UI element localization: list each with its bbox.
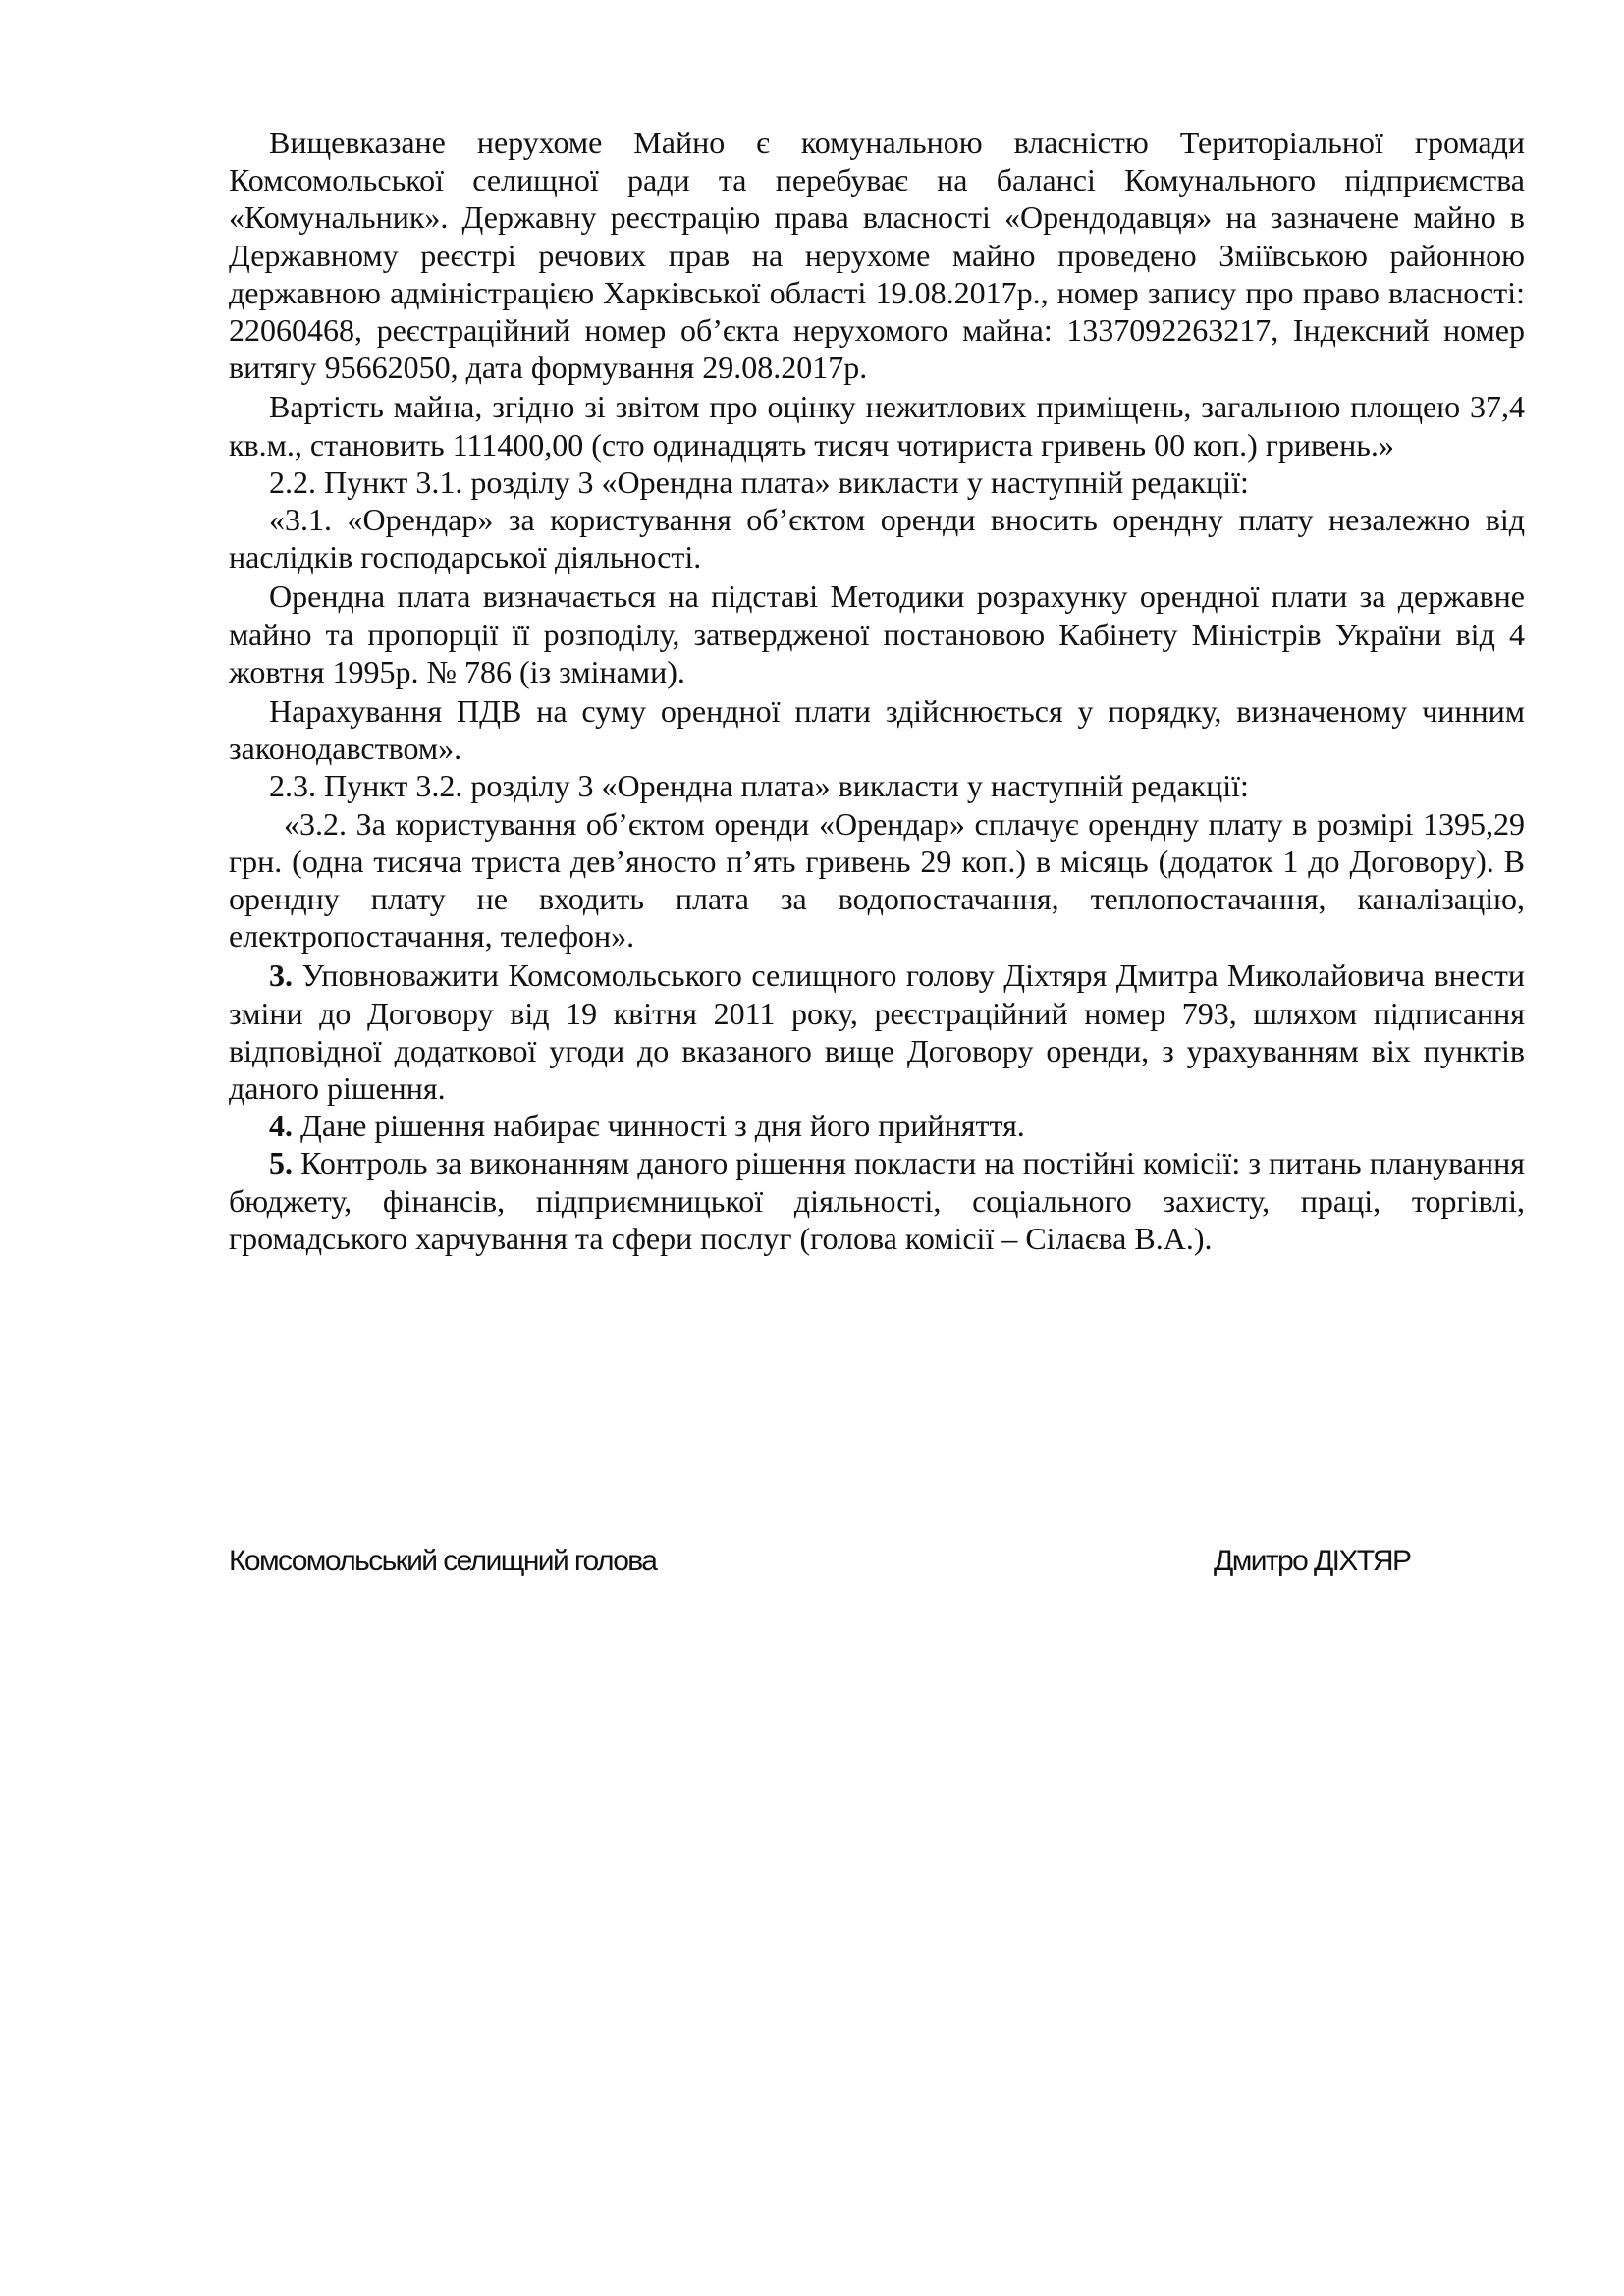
paragraph-text: Вартість майна, згідно зі звітом про оцінку нежитлових приміщень, загальною площею 37,4 кв.м., становить 111400,00 (сто одинадцять тисяч чотириста гривень 00 коп.) гривень.» [229, 389, 1525, 463]
signatory-position: Комсомольський селищний голова [229, 1545, 657, 1577]
item-number: 3. [269, 957, 293, 994]
paragraph-rent-methodology [229, 577, 1525, 690]
signatory-name: Дмитро ДІХТЯР [1214, 1545, 1411, 1577]
paragraph-property-ownership [229, 124, 1525, 386]
signature-block [229, 1545, 1525, 1588]
paragraph-text: 2.3. Пункт 3.2. розділу 3 «Орендна плата» викласти у наступній редакції: [269, 768, 1249, 804]
item-number: 4. [269, 1108, 293, 1144]
paragraph-text: «3.1. «Орендар» за користування об’єктом оренди вносить орендну плату незалежно від наслідків господарської діяльності. [229, 502, 1525, 575]
item-number: 5. [269, 1145, 293, 1181]
paragraph-text: Уповноважити Комсомольського селищного голову Діхтяря Дмитра Миколайовича внести зміни до Договору від 19 квітня 2011 року, реєстраційний номер 793, шляхом підписання відповідної додаткової угоди до вказаного вище Договору оренди, з урахуванням віх пунктів даного рішення. [229, 957, 1526, 1107]
document-body [229, 124, 1525, 1257]
paragraph-item-3 [229, 957, 1525, 1107]
paragraph-vat [229, 692, 1525, 767]
paragraph-item-4 [229, 1107, 1525, 1144]
paragraph-clause-2-3 [229, 767, 1525, 804]
paragraph-clause-3-2 [229, 805, 1525, 956]
paragraph-text: Дане рішення набирає чинності з дня його прийняття. [300, 1108, 1025, 1144]
paragraph-text: Орендна плата визначається на підставі Методики розрахунку орендної плати за державне майно та пропорції її розподілу, затвердженої постановою Кабінету Міністрів України від 4 жовтня 1995р. № 786 (із змінами). [229, 578, 1525, 689]
paragraph-item-5 [229, 1144, 1525, 1257]
paragraph-property-value [229, 388, 1525, 463]
paragraph-text: 2.2. Пункт 3.1. розділу 3 «Орендна плата» викласти у наступній редакції: [269, 464, 1249, 500]
paragraph-text: Контроль за виконанням даного рішення покласти на постійні комісії: з питань планування бюджету, фінансів, підприємницької діяльності, соціального захисту, праці, торгівлі, громадського харчування та сфери послуг (голова комісії – Сілаєва В.А.). [229, 1145, 1526, 1256]
paragraph-clause-3-1 [229, 501, 1525, 575]
paragraph-text: Вищевказане нерухоме Майно є комунальною власністю Територіальної громади Комсомольської селищної ради та перебуває на балансі Комунального підприємства «Комунальник». Державну реєстрацію права власності «Орендодавця» на зазначене майно в Державному реєстрі речових прав на нерухоме майно проведено Зміївською районною державною адміністрацією Харківської області 19.08.2017р., номер запису про право власності: 22060468, реєстраційний номер об’єкта нерухомого майна: 1337092263217, Індексний номер витягу 95662050, дата формування 29.08.2017р. [229, 125, 1525, 386]
paragraph-text: «3.2. За користування об’єктом оренди «Орендар» сплачує орендну плату в розмірі 1395,29 грн. (одна тисяча триста дев’яносто п’ять гривень 29 коп.) в місяць (додаток 1 до Договору). В орендну плату не входить плата за водопостачання, теплопостачання, каналізацію, електропостачання, телефон». [229, 805, 1525, 955]
paragraph-clause-2-2 [229, 464, 1525, 501]
paragraph-text: Нарахування ПДВ на суму орендної плати здійснюється у порядку, визначеному чинним законодавством». [229, 693, 1525, 767]
